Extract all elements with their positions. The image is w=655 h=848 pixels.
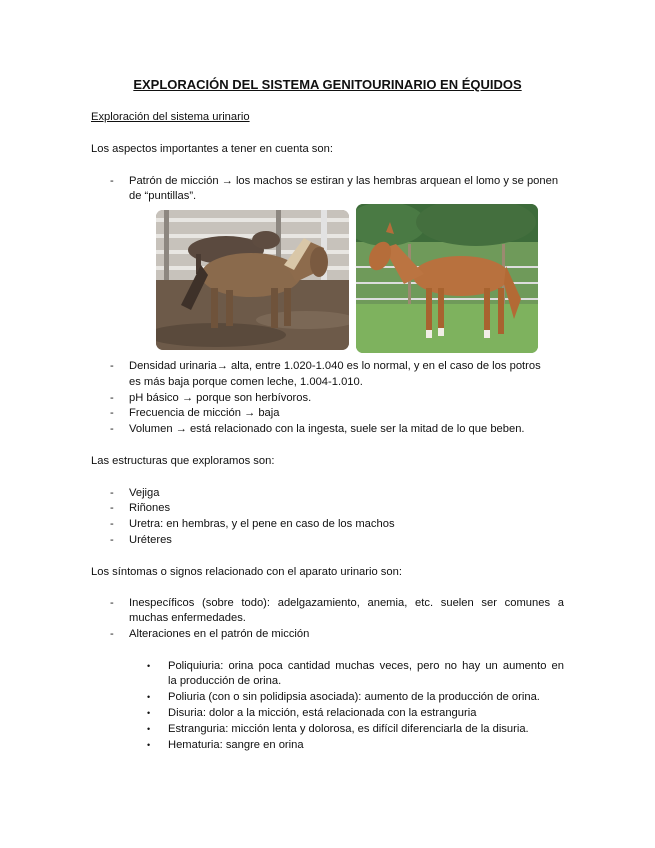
structure-item: Uretra: en hembras, y el pene en caso de los machos bbox=[129, 518, 395, 530]
bullet-dash: - bbox=[110, 360, 114, 372]
ph-item: pH básico → porque son herbívoros. bbox=[129, 392, 312, 404]
structure-item: Vejiga bbox=[129, 487, 160, 499]
miccion-pattern-line2: de “puntillas”. bbox=[129, 190, 197, 202]
bullet-dash: - bbox=[110, 502, 114, 514]
bullet-dash: - bbox=[110, 487, 114, 499]
hematuria-item: Hematuria: sangre en orina bbox=[168, 739, 304, 751]
alterations-item: Alteraciones en el patrón de micción bbox=[129, 628, 310, 640]
miccion-pattern-line1: Patrón de micción → los machos se estiran y las hembras arquean el lomo y se ponen bbox=[129, 175, 559, 187]
polaquiuria-line2: la producción de orina. bbox=[168, 675, 282, 687]
bullet-dot: • bbox=[147, 740, 151, 750]
density-line1: Densidad urinaria→ alta, entre 1.020-1.040 es lo normal, y en el caso de los potros bbox=[129, 360, 541, 372]
bullet-dash: - bbox=[110, 392, 114, 404]
density-line2: es más baja porque comen leche, 1.004-1.010. bbox=[129, 376, 363, 388]
bullet-dash: - bbox=[110, 175, 114, 187]
symptoms-intro: Los síntomas o signos relacionado con el aparato urinario son: bbox=[91, 566, 402, 578]
bullet-dot: • bbox=[147, 708, 151, 718]
bullet-dot: • bbox=[147, 724, 151, 734]
structure-item: Riñones bbox=[129, 502, 171, 514]
bullet-dash: - bbox=[110, 423, 114, 435]
poliuria-item: Poliuria (con o sin polidipsia asociada): aumento de la producción de orina. bbox=[168, 691, 540, 703]
aspects-intro: Los aspectos importantes a tener en cuenta son: bbox=[91, 143, 333, 155]
chestnut-horse-photo bbox=[356, 204, 538, 353]
volume-item: Volumen → está relacionado con la ingesta, suele ser la mitad de lo que beben. bbox=[129, 423, 525, 435]
frequency-item: Frecuencia de micción → baja bbox=[129, 407, 280, 419]
polaquiuria-line1: Poliquiuria: orina poca cantidad muchas veces, pero no hay un aumento en bbox=[168, 660, 564, 672]
structure-item: Uréteres bbox=[129, 534, 172, 546]
bullet-dash: - bbox=[110, 518, 114, 530]
bullet-dot: • bbox=[147, 661, 151, 671]
bullet-dot: • bbox=[147, 692, 151, 702]
section-heading: Exploración del sistema urinario bbox=[91, 111, 250, 123]
bullet-dash: - bbox=[110, 534, 114, 546]
estranguria-item: Estranguria: micción lenta y dolorosa, es difícil diferenciarla de la disuria. bbox=[168, 723, 529, 735]
disuria-item: Disuria: dolor a la micción, está relacionada con la estranguria bbox=[168, 707, 477, 719]
nonspecific-line2: muchas enfermedades. bbox=[129, 612, 246, 624]
nonspecific-line1: Inespecíficos (sobre todo): adelgazamiento, anemia, etc. suelen ser comunes a bbox=[129, 597, 564, 609]
bullet-dash: - bbox=[110, 628, 114, 640]
structures-intro: Las estructuras que exploramos son: bbox=[91, 455, 275, 467]
bullet-dash: - bbox=[110, 597, 114, 609]
ponies-in-corral-photo bbox=[156, 210, 349, 350]
bullet-dash: - bbox=[110, 407, 114, 419]
document-title: EXPLORACIÓN DEL SISTEMA GENITOURINARIO EN ÉQUIDOS bbox=[133, 77, 522, 92]
